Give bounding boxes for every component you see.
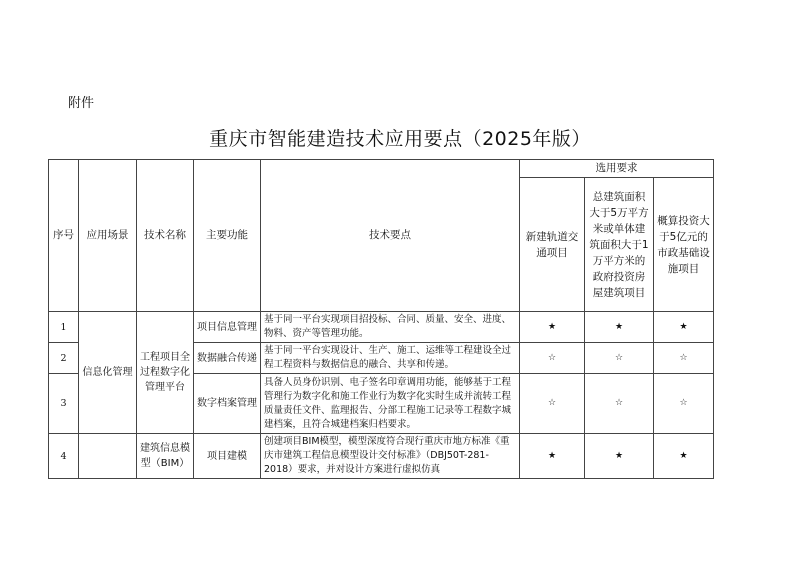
header-req-building: 总建筑面积大于5万平方米或单体建筑面积大于1万平方米的政府投资房屋建筑项目: [585, 178, 654, 312]
row-tech-name: 建筑信息模型（BIM）: [137, 434, 194, 479]
row-mark: ☆: [520, 343, 585, 374]
row-mark: ☆: [585, 343, 654, 374]
row-function: 项目信息管理: [194, 312, 261, 343]
row-points: 具备人员身份识别、电子签名印章调用功能，能够基于工程管理行为数字化和施工作业行为数字化实时生成并流转工程质量责任文件、监理报告、分部工程施工记录等工程数字城建档案，且符合城建档案归档要求。: [261, 374, 520, 434]
row-points: 创建项目BIM模型，模型深度符合现行重庆市地方标准《重庆市建筑工程信息模型设计交付标准》（DBJ50T-281-2018）要求，并对设计方案进行虚拟仿真: [261, 434, 520, 479]
row-mark: ☆: [520, 374, 585, 434]
row-mark: ★: [654, 434, 714, 479]
attachment-label: 附件: [68, 96, 95, 111]
row-scenario-empty: [79, 434, 137, 479]
header-function: 主要功能: [194, 160, 261, 312]
row-mark: ★: [520, 312, 585, 343]
row-function: 数据融合传递: [194, 343, 261, 374]
row-points: 基于同一平台实现设计、生产、施工、运维等工程建设全过程工程资料与数据信息的融合、共享和传递。: [261, 343, 520, 374]
header-scenario: 应用场景: [79, 160, 137, 312]
requirements-table: [48, 159, 714, 479]
row-index: 3: [49, 374, 79, 434]
header-index: 序号: [49, 160, 79, 312]
document-title: 重庆市智能建造技术应用要点（2025年版）: [209, 128, 591, 150]
row-index: 2: [49, 343, 79, 374]
row-tech-name: 工程项目全过程数字化管理平台: [137, 312, 194, 434]
table-row: [49, 434, 714, 479]
row-scenario: 信息化管理: [79, 312, 137, 434]
row-mark: ☆: [654, 343, 714, 374]
row-function: 项目建模: [194, 434, 261, 479]
row-mark: ☆: [654, 374, 714, 434]
row-mark: ★: [585, 434, 654, 479]
row-mark: ★: [520, 434, 585, 479]
row-mark: ☆: [585, 374, 654, 434]
header-req-municipal: 概算投资大于5亿元的市政基础设施项目: [654, 178, 714, 312]
table-row: [49, 312, 714, 343]
row-mark: ★: [585, 312, 654, 343]
row-points: 基于同一平台实现项目招投标、合同、质量、安全、进度、物料、资产等管理功能。: [261, 312, 520, 343]
row-mark: ★: [654, 312, 714, 343]
row-index: 1: [49, 312, 79, 343]
header-requirements: 选用要求: [520, 160, 714, 178]
row-function: 数字档案管理: [194, 374, 261, 434]
header-tech-name: 技术名称: [137, 160, 194, 312]
row-index: 4: [49, 434, 79, 479]
header-req-rail: 新建轨道交通项目: [520, 178, 585, 312]
header-points: 技术要点: [261, 160, 520, 312]
